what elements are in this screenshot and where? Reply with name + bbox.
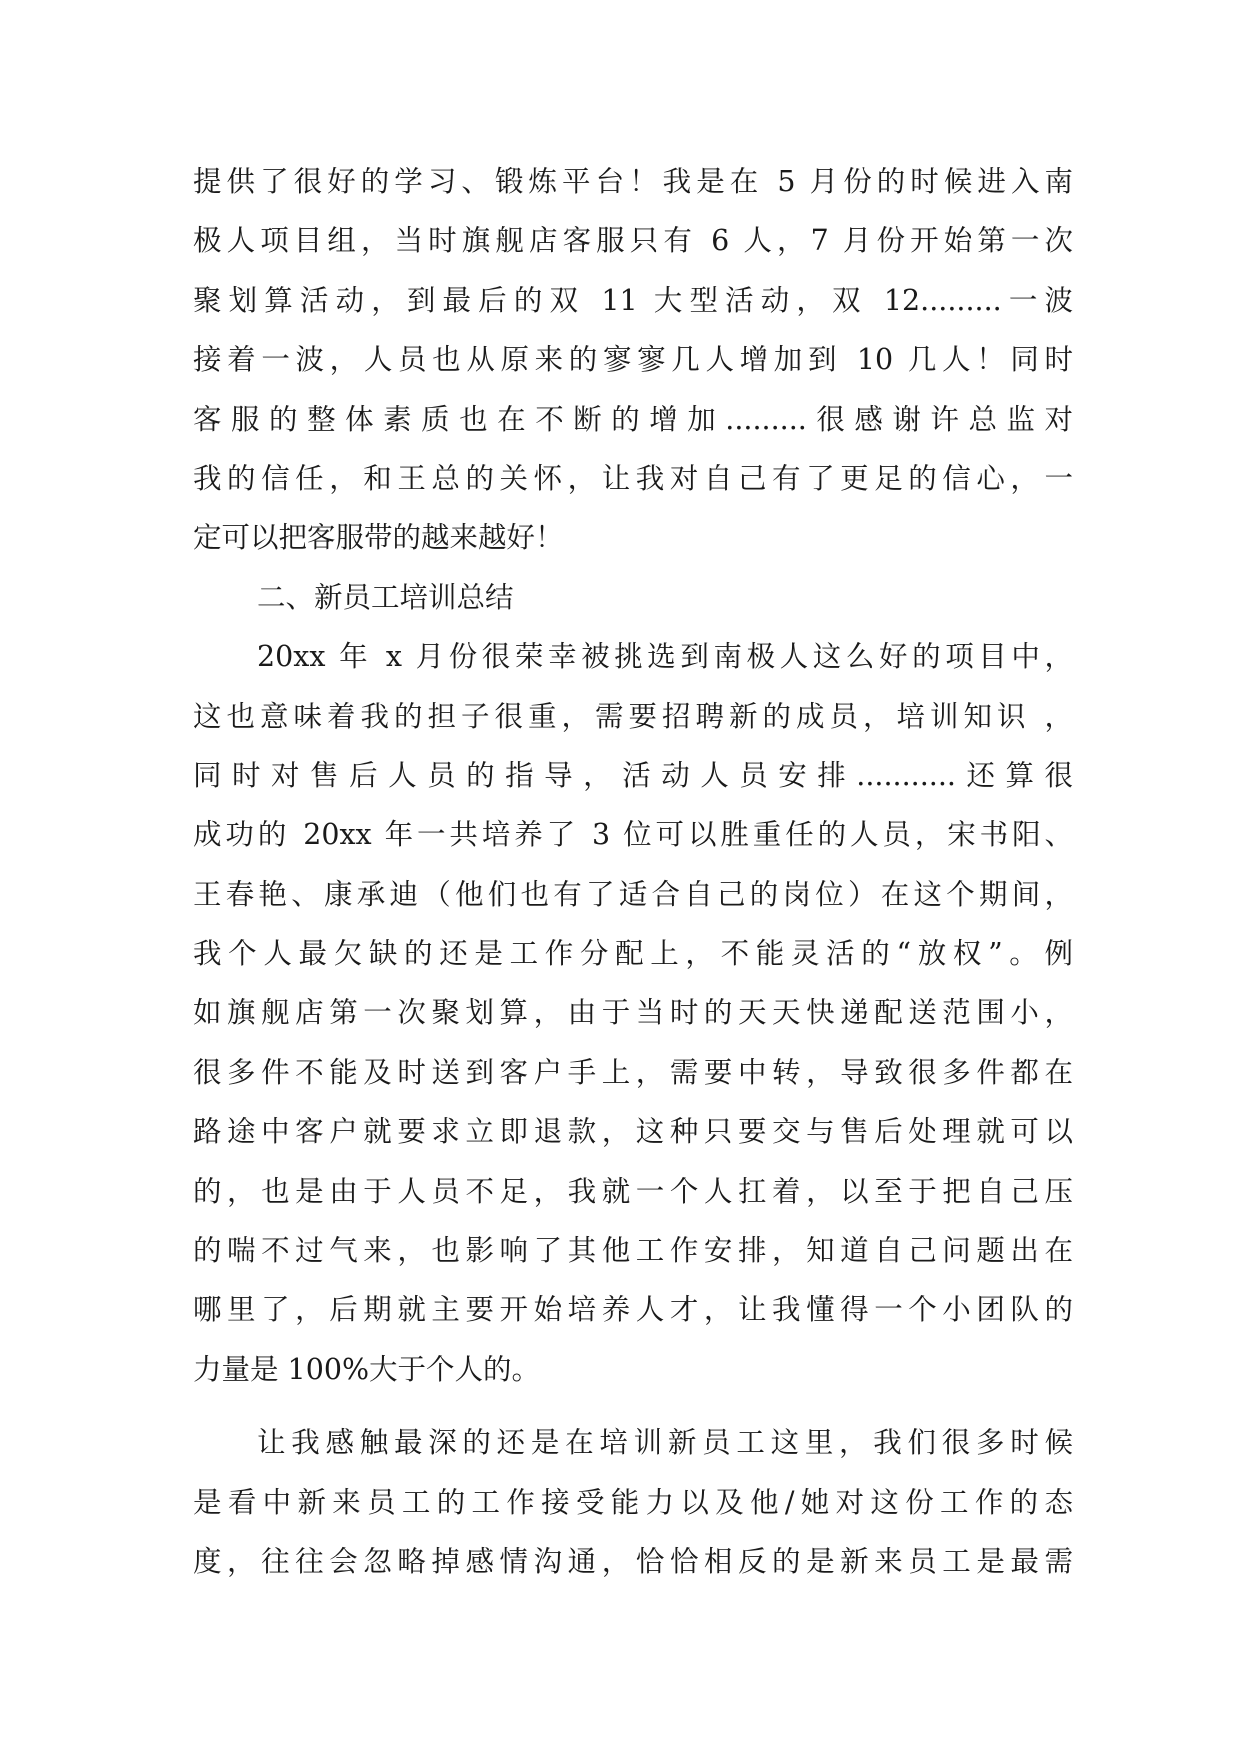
paragraph-line: 很多件不能及时送到客户手上，需要中转，导致很多件都在 bbox=[193, 1055, 1073, 1089]
paragraph-line: 让我感触最深的还是在培训新员工这里，我们很多时候 bbox=[257, 1426, 1073, 1460]
paragraph-line: 如旗舰店第一次聚划算，由于当时的天天快递配送范围小， bbox=[193, 996, 1073, 1030]
paragraph-line: 聚划算活动，到最后的双 11 大型活动，双 12.........一波 bbox=[193, 283, 1073, 317]
paragraph-line: 路途中客户就要求立即退款，这种只要交与售后处理就可以 bbox=[193, 1115, 1073, 1149]
paragraph-line: 同时对售后人员的指导，活动人员安排...........还算很 bbox=[193, 758, 1073, 792]
paragraph-line: 的喘不过气来，也影响了其他工作安排，知道自己问题出在 bbox=[193, 1234, 1073, 1268]
paragraph-line: 这也意味着我的担子很重，需要招聘新的成员，培训知识 ， bbox=[193, 699, 1073, 733]
paragraph-line: 是看中新来员工的工作接受能力以及他/她对这份工作的态 bbox=[193, 1485, 1073, 1519]
paragraph-line: 极人项目组，当时旗舰店客服只有 6 人，7 月份开始第一次 bbox=[193, 224, 1073, 258]
paragraph-line: 接着一波，人员也从原来的寥寥几人增加到 10 几人！同时 bbox=[193, 343, 1073, 377]
paragraph-line: 定可以把客服带的越来越好！ bbox=[193, 521, 564, 555]
paragraph-line: 客服的整体素质也在不断的增加.........很感谢许总监对 bbox=[193, 402, 1073, 436]
paragraph-line: 力量是 100%大于个人的。 bbox=[193, 1352, 541, 1386]
paragraph-line: 我的信任，和王总的关怀，让我对自己有了更足的信心，一 bbox=[193, 461, 1073, 495]
paragraph-line: 20xx 年 x 月份很荣幸被挑选到南极人这么好的项目中， bbox=[257, 640, 1073, 674]
document-body bbox=[193, 152, 1073, 1591]
paragraph-line: 成功的 20xx 年一共培养了 3 位可以胜重任的人员，宋书阳、 bbox=[193, 818, 1073, 852]
paragraph-line: 度，往往会忽略掉感情沟通，恰恰相反的是新来员工是最需 bbox=[193, 1544, 1073, 1578]
paragraph-line: 哪里了，后期就主要开始培养人才，让我懂得一个小团队的 bbox=[193, 1293, 1073, 1327]
paragraph-line: 王春艳、康承迪（他们也有了适合自己的岗位）在这个期间， bbox=[193, 877, 1073, 911]
paragraph-line: 的，也是由于人员不足，我就一个人扛着，以至于把自己压 bbox=[193, 1174, 1073, 1208]
section-heading: 二、新员工培训总结 bbox=[257, 580, 514, 614]
paragraph-line: 我个人最欠缺的还是工作分配上，不能灵活的“放权”。例 bbox=[193, 937, 1073, 971]
paragraph-line: 提供了很好的学习、锻炼平台！我是在 5 月份的时候进入南 bbox=[193, 165, 1073, 198]
